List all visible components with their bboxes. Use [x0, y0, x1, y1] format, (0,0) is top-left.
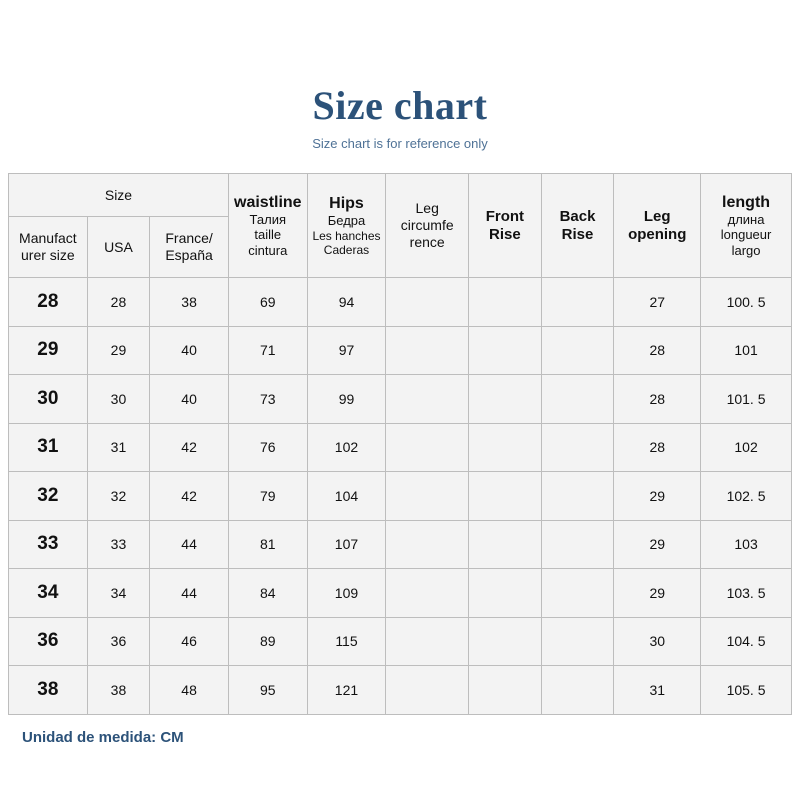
cell-legcirc	[386, 520, 469, 569]
cell-legopen: 29	[614, 569, 701, 618]
cell-mfr: 34	[9, 569, 88, 618]
table-row	[9, 666, 792, 715]
cell-length: 103	[701, 520, 792, 569]
cell-legcirc	[386, 326, 469, 375]
cell-back	[541, 520, 614, 569]
cell-front	[469, 375, 542, 424]
cell-legopen: 31	[614, 666, 701, 715]
cell-legcirc	[386, 278, 469, 327]
cell-hips: 97	[307, 326, 386, 375]
cell-mfr: 38	[9, 666, 88, 715]
table-row	[9, 569, 792, 618]
cell-front	[469, 326, 542, 375]
cell-front	[469, 666, 542, 715]
cell-hips: 121	[307, 666, 386, 715]
header-length: length длина longueur largo	[701, 174, 792, 278]
cell-waist: 95	[228, 666, 307, 715]
header-manufacturer-size: Manufact urer size	[9, 217, 88, 278]
cell-fr: 48	[150, 666, 229, 715]
table-row	[9, 472, 792, 521]
header-leg-circumference: Leg circumfe rence	[386, 174, 469, 278]
cell-usa: 38	[87, 666, 150, 715]
cell-front	[469, 569, 542, 618]
cell-mfr: 28	[9, 278, 88, 327]
cell-usa: 34	[87, 569, 150, 618]
cell-front	[469, 617, 542, 666]
page-title: Size chart	[312, 83, 488, 128]
cell-legopen: 28	[614, 423, 701, 472]
cell-legopen: 28	[614, 326, 701, 375]
cell-waist: 81	[228, 520, 307, 569]
cell-length: 103. 5	[701, 569, 792, 618]
cell-mfr: 32	[9, 472, 88, 521]
size-table-wrap	[0, 173, 800, 715]
cell-hips: 94	[307, 278, 386, 327]
cell-mfr: 29	[9, 326, 88, 375]
cell-legopen: 29	[614, 472, 701, 521]
table-row	[9, 423, 792, 472]
header-hips: Hips Бедра Les hanches Caderas	[307, 174, 386, 278]
cell-back	[541, 278, 614, 327]
cell-usa: 36	[87, 617, 150, 666]
cell-length: 100. 5	[701, 278, 792, 327]
cell-length: 102. 5	[701, 472, 792, 521]
page-subtitle: Size chart is for reference only	[312, 136, 488, 151]
cell-legcirc	[386, 375, 469, 424]
cell-legopen: 28	[614, 375, 701, 424]
cell-fr: 42	[150, 472, 229, 521]
cell-usa: 33	[87, 520, 150, 569]
cell-hips: 99	[307, 375, 386, 424]
cell-fr: 42	[150, 423, 229, 472]
cell-back	[541, 423, 614, 472]
cell-length: 102	[701, 423, 792, 472]
header-france-espana: France/ España	[150, 217, 229, 278]
cell-mfr: 30	[9, 375, 88, 424]
cell-legcirc	[386, 617, 469, 666]
cell-hips: 102	[307, 423, 386, 472]
cell-usa: 28	[87, 278, 150, 327]
cell-usa: 30	[87, 375, 150, 424]
table-row	[9, 520, 792, 569]
cell-front	[469, 472, 542, 521]
title-block	[0, 84, 800, 151]
header-back-rise: Back Rise	[541, 174, 614, 278]
cell-back	[541, 666, 614, 715]
cell-waist: 71	[228, 326, 307, 375]
cell-back	[541, 375, 614, 424]
cell-fr: 46	[150, 617, 229, 666]
cell-back	[541, 326, 614, 375]
table-group-header-row	[9, 174, 792, 217]
cell-usa: 31	[87, 423, 150, 472]
cell-legopen: 30	[614, 617, 701, 666]
cell-waist: 89	[228, 617, 307, 666]
header-front-rise: Front Rise	[469, 174, 542, 278]
cell-waist: 69	[228, 278, 307, 327]
header-size-group: Size	[9, 174, 229, 217]
cell-waist: 84	[228, 569, 307, 618]
cell-length: 101	[701, 326, 792, 375]
unit-note: Unidad de medida: CM	[22, 728, 184, 746]
cell-fr: 44	[150, 569, 229, 618]
cell-length: 104. 5	[701, 617, 792, 666]
cell-mfr: 33	[9, 520, 88, 569]
cell-waist: 79	[228, 472, 307, 521]
header-waistline: waistline Талия taille cintura	[228, 174, 307, 278]
cell-mfr: 36	[9, 617, 88, 666]
table-row	[9, 617, 792, 666]
cell-legcirc	[386, 472, 469, 521]
cell-legcirc	[386, 423, 469, 472]
cell-front	[469, 278, 542, 327]
cell-front	[469, 423, 542, 472]
table-row	[9, 375, 792, 424]
cell-hips: 104	[307, 472, 386, 521]
cell-usa: 32	[87, 472, 150, 521]
cell-fr: 38	[150, 278, 229, 327]
cell-front	[469, 520, 542, 569]
size-table	[8, 173, 792, 715]
header-usa: USA	[87, 217, 150, 278]
cell-back	[541, 617, 614, 666]
cell-legcirc	[386, 569, 469, 618]
cell-hips: 115	[307, 617, 386, 666]
cell-fr: 44	[150, 520, 229, 569]
cell-fr: 40	[150, 326, 229, 375]
cell-hips: 109	[307, 569, 386, 618]
table-row	[9, 326, 792, 375]
table-row	[9, 278, 792, 327]
cell-legcirc	[386, 666, 469, 715]
cell-mfr: 31	[9, 423, 88, 472]
cell-legopen: 27	[614, 278, 701, 327]
header-leg-opening: Leg opening	[614, 174, 701, 278]
cell-back	[541, 569, 614, 618]
cell-usa: 29	[87, 326, 150, 375]
cell-legopen: 29	[614, 520, 701, 569]
cell-hips: 107	[307, 520, 386, 569]
cell-waist: 73	[228, 375, 307, 424]
cell-waist: 76	[228, 423, 307, 472]
cell-back	[541, 472, 614, 521]
cell-fr: 40	[150, 375, 229, 424]
cell-length: 101. 5	[701, 375, 792, 424]
cell-length: 105. 5	[701, 666, 792, 715]
